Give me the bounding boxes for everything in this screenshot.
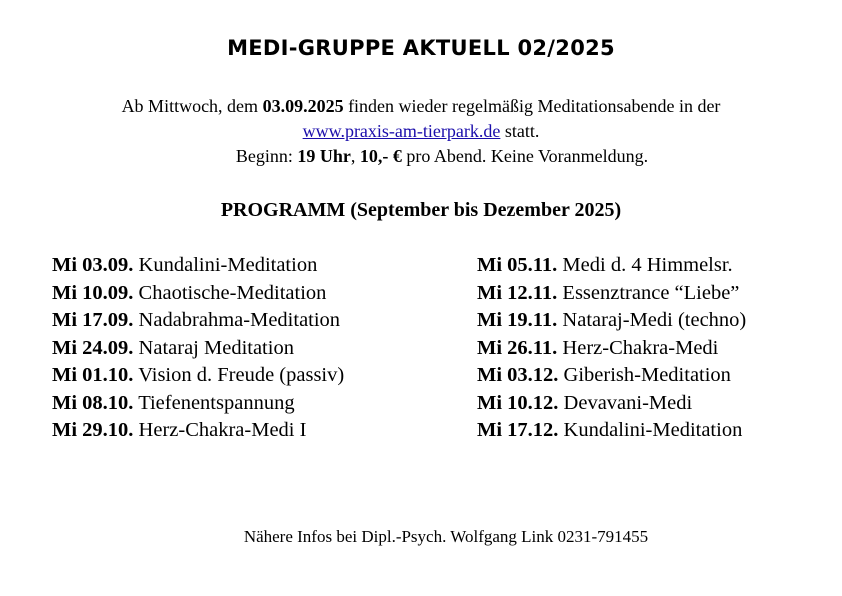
event-title: Kundalini-Meditation xyxy=(563,419,743,441)
event-title: Herz-Chakra-Medi xyxy=(562,336,719,359)
start-time: 19 Uhr xyxy=(297,146,351,166)
program-row xyxy=(477,280,746,308)
program-row xyxy=(477,252,746,280)
event-date: Mi 01.10. xyxy=(52,364,134,386)
event-date: Mi 17.12. xyxy=(477,419,559,441)
event-date: Mi 29.10. xyxy=(52,419,134,441)
page-title: MEDI-GRUPPE AKTUELL 02/2025 xyxy=(227,36,615,60)
intro-line-2 xyxy=(0,119,842,144)
event-date: Mi 26.11. xyxy=(477,336,558,359)
program-row xyxy=(477,390,746,418)
event-date: Mi 08.10. xyxy=(52,391,134,414)
program-row xyxy=(52,280,344,308)
program-row xyxy=(52,335,344,363)
program-column-left xyxy=(52,252,344,445)
price: 10,- € xyxy=(359,146,402,166)
event-title: Nataraj Meditation xyxy=(138,336,294,359)
event-date: Mi 10.09. xyxy=(52,281,134,304)
intro-line-1 xyxy=(0,94,842,119)
program-column-right xyxy=(477,252,746,445)
program-row xyxy=(477,335,746,363)
event-date: Mi 03.09. xyxy=(52,254,134,276)
event-title: Herz-Chakra-Medi I xyxy=(138,419,307,441)
program-row xyxy=(52,417,344,445)
event-title: Tiefenentspannung xyxy=(138,391,295,414)
contact-footer: Nähere Infos bei Dipl.-Psych. Wolfgang Link 0231-791455 xyxy=(243,527,649,546)
program-row xyxy=(52,252,344,280)
intro-text xyxy=(0,94,842,169)
event-date: Mi 03.12. xyxy=(477,364,559,386)
event-date: Mi 10.12. xyxy=(477,391,559,414)
event-title: Devavani-Medi xyxy=(563,391,693,414)
program-row xyxy=(52,362,344,390)
program-row xyxy=(52,390,344,418)
intro-line1-suffix: finden wieder regelmäßig Meditationsabende in der xyxy=(348,96,721,116)
event-date: Mi 24.09. xyxy=(52,336,134,359)
program-row xyxy=(477,417,746,445)
event-title: Giberish-Meditation xyxy=(563,364,731,386)
event-title: Medi d. 4 Himmelsr. xyxy=(562,254,733,276)
program-heading: PROGRAMM (September bis Dezember 2025) xyxy=(220,199,622,221)
program-row xyxy=(477,307,746,335)
event-title: Nataraj-Medi (techno) xyxy=(562,309,747,331)
website-link[interactable]: www.praxis-am-tierpark.de xyxy=(302,121,501,141)
event-date: Mi 17.09. xyxy=(52,309,134,331)
beginn-label: Beginn: xyxy=(235,146,293,166)
event-title: Chaotische-Meditation xyxy=(138,281,327,304)
program-row xyxy=(477,362,746,390)
event-title: Nadabrahma-Meditation xyxy=(138,309,341,331)
event-title: Essenztrance “Liebe” xyxy=(562,281,740,304)
event-date: Mi 05.11. xyxy=(477,254,558,276)
start-date: 03.09.2025 xyxy=(262,96,344,116)
intro-line-3: Beginn: 19 Uhr, 10,- € pro Abend. Keine Voranmeldung. xyxy=(235,146,649,166)
event-title: Vision d. Freude (passiv) xyxy=(138,364,345,386)
event-date: Mi 19.11. xyxy=(477,309,558,331)
intro-line2-suffix: statt. xyxy=(504,121,540,141)
program-row xyxy=(52,307,344,335)
intro-line3-suffix: pro Abend. Keine Voranmeldung. xyxy=(406,146,649,166)
intro-prefix: Ab Mittwoch, dem xyxy=(121,96,259,116)
event-date: Mi 12.11. xyxy=(477,281,558,304)
event-title: Kundalini-Meditation xyxy=(138,254,318,276)
